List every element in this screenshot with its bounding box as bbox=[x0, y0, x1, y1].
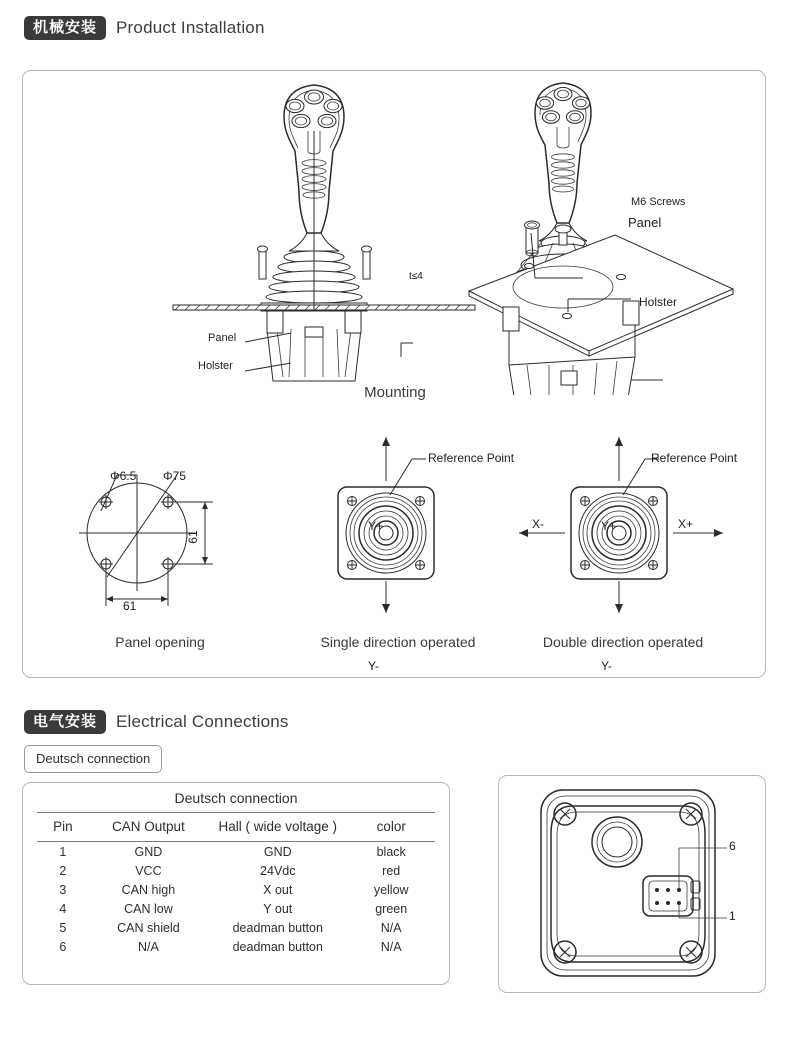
deutsch-connection-table-panel bbox=[22, 782, 450, 985]
connector-bottom-view bbox=[499, 776, 767, 994]
table-header-row bbox=[37, 813, 435, 842]
cell-color: green bbox=[375, 901, 408, 916]
dim-vertical-61: 61 bbox=[186, 530, 200, 544]
label-reference-point-single: Reference Point bbox=[428, 451, 515, 465]
label-panel-right: Panel bbox=[628, 215, 662, 230]
electrical-section-title: Electrical Connections bbox=[116, 712, 289, 731]
cell-can-output: VCC bbox=[135, 863, 162, 878]
callout-pin-6: 6 bbox=[729, 839, 736, 853]
table-row bbox=[37, 880, 435, 899]
cell-pin: 5 bbox=[59, 920, 67, 935]
cell-can-output: CAN high bbox=[121, 882, 176, 897]
caption-single-direction: Single direction operated bbox=[320, 634, 476, 650]
mounting-diagram bbox=[23, 75, 767, 395]
label-y-minus-double: Y- bbox=[601, 659, 612, 673]
label-reference-point-double: Reference Point bbox=[651, 451, 738, 465]
table-row bbox=[37, 899, 435, 918]
dim-horizontal-61: 61 bbox=[123, 599, 137, 613]
cell-pin: 3 bbox=[59, 882, 67, 897]
label-y-minus-single: Y- bbox=[368, 659, 379, 673]
cell-can-output: GND bbox=[134, 844, 163, 859]
cell-can-output: CAN low bbox=[124, 901, 173, 916]
label-holster-right: Holster bbox=[639, 295, 678, 309]
cell-color: N/A bbox=[380, 939, 402, 954]
pin-assignment-table bbox=[37, 783, 435, 956]
connector-view-panel bbox=[498, 775, 766, 993]
cell-pin: 2 bbox=[59, 863, 67, 878]
mechanical-section-title: Product Installation bbox=[116, 18, 265, 37]
caption-double-direction: Double direction operated bbox=[542, 634, 704, 650]
column-header-can-output: CAN Output bbox=[89, 813, 208, 842]
cell-color: black bbox=[376, 844, 406, 859]
cell-hall: 24Vdc bbox=[260, 863, 296, 878]
deutsch-connection-chip[interactable]: Deutsch connection bbox=[24, 745, 162, 773]
cell-color: N/A bbox=[380, 920, 402, 935]
cell-hall: deadman button bbox=[232, 939, 323, 954]
table-row bbox=[37, 861, 435, 880]
label-x-minus-double: X- bbox=[532, 517, 544, 531]
cell-can-output: N/A bbox=[138, 939, 159, 954]
mechanical-badge: 机械安装 bbox=[24, 16, 106, 40]
column-header-pin: Pin bbox=[37, 813, 89, 842]
label-panel-left: Panel bbox=[208, 332, 237, 344]
callout-pin-1: 1 bbox=[729, 909, 736, 923]
dim-bore-diameter: Φ75 bbox=[163, 469, 186, 483]
label-y-plus-single: Y+ bbox=[368, 519, 384, 533]
joystick-iso-view bbox=[469, 83, 733, 395]
cell-can-output: CAN shield bbox=[117, 920, 180, 935]
mechanical-section-header bbox=[24, 16, 265, 40]
cell-pin: 1 bbox=[59, 844, 67, 859]
cell-pin: 4 bbox=[59, 901, 67, 916]
column-header-hall: Hall ( wide voltage ) bbox=[208, 813, 347, 842]
column-header-color: color bbox=[347, 813, 435, 842]
cell-color: yellow bbox=[373, 882, 409, 897]
cell-hall: X out bbox=[263, 882, 293, 897]
label-holster-left: Holster bbox=[198, 360, 233, 372]
electrical-badge: 电气安装 bbox=[24, 710, 106, 734]
table-row bbox=[37, 937, 435, 956]
table-row bbox=[37, 842, 435, 862]
label-y-plus-double: Y+ bbox=[601, 519, 617, 533]
cell-pin: 6 bbox=[59, 939, 67, 954]
mounting-left-callouts bbox=[245, 333, 413, 371]
cell-hall: GND bbox=[263, 844, 292, 859]
cell-color: red bbox=[382, 863, 401, 878]
dim-hole-diameter: Φ6.5 bbox=[110, 469, 137, 483]
deutsch-connector-block bbox=[643, 876, 700, 916]
label-m6-screws: M6 Screws bbox=[631, 196, 686, 208]
cell-hall: Y out bbox=[263, 901, 293, 916]
cell-hall: deadman button bbox=[232, 920, 323, 935]
m6-screw bbox=[525, 221, 540, 256]
caption-panel-opening: Panel opening bbox=[115, 634, 205, 650]
mechanical-installation-panel bbox=[22, 70, 766, 678]
table-caption: Deutsch connection bbox=[37, 783, 435, 813]
table-row bbox=[37, 918, 435, 937]
electrical-section-header bbox=[24, 710, 289, 734]
label-x-plus-double: X+ bbox=[678, 517, 694, 531]
panel-opening-diagram bbox=[45, 441, 275, 631]
caption-mounting: Mounting bbox=[364, 384, 426, 401]
label-thickness: t≤4 bbox=[409, 271, 423, 282]
